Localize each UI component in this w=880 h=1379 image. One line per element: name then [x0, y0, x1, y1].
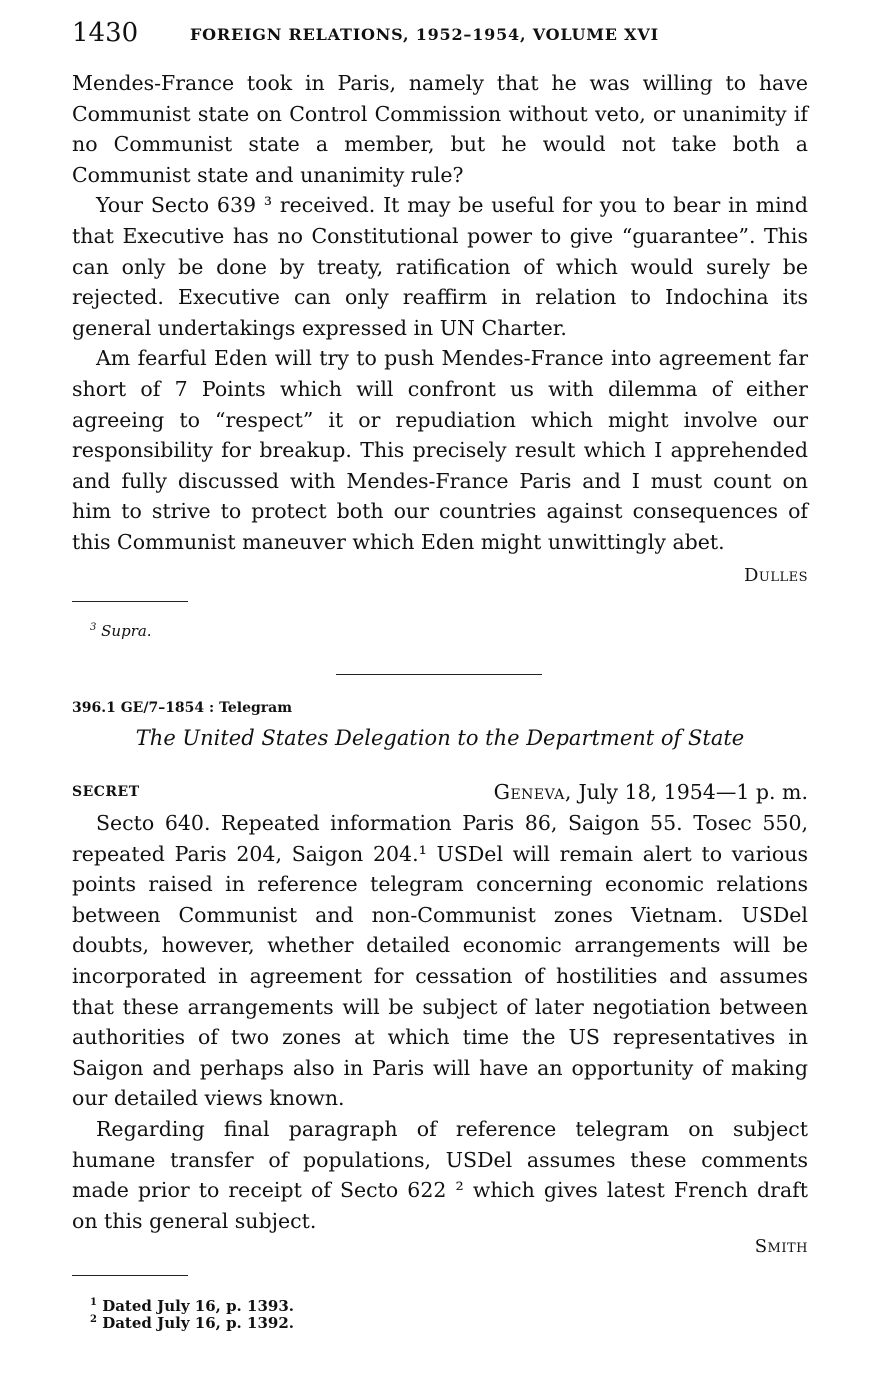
- doc2-classification-line: [72, 780, 808, 808]
- doc2-footnote-2: [90, 1314, 294, 1333]
- doc2-paragraph-1: Secto 640. Repeated information Paris 86, Saigon 55. Tosec 550, repeated Paris 204, Saigon 204.¹ USDel will remain alert to various points raised in reference telegram concerning economic relations between Communist and non-Communist zones Vietnam. USDel doubts, however, whether detailed economic arrangements will be incorporated in agreement for cessation of hostilities and assumes that these arrangements will be subject of later negotiation between authorities of two zones at which time the US representatives in Saigon and perhaps also in Paris will have an opportunity of making our detailed views known.: [72, 811, 808, 1111]
- running-title: FOREIGN RELATIONS, 1952–1954, VOLUME XVI: [190, 25, 659, 44]
- doc1-signature: Dulles: [743, 565, 808, 586]
- doc2-paragraph-2: Regarding final paragraph of reference telegram on subject humane transfer of populations, USDel assumes these comments made prior to receipt of Secto 622 ² which gives latest French draft on this general subject.: [72, 1116, 808, 1233]
- document-separator: [336, 674, 542, 675]
- doc1-paragraph-1: Mendes-France took in Paris, namely that he was willing to have Communist state on Control Commission without veto, or unanimity if no Communist state a member, but he would not take both a Communist state and unanimity rule?: [72, 71, 808, 187]
- page-number: 1430: [72, 18, 139, 48]
- dateline: [494, 780, 808, 804]
- footnote-rule: [72, 601, 188, 602]
- doc1-paragraph-2: Your Secto 639 ³ received. It may be useful for you to bear in mind that Executive has no Constitutional power to give “guarantee”. This can only be done by treaty, ratification of which would surely be rejected. Executive can only reaffirm in relation to Indochina its general undertakings expressed in UN Charter.: [72, 193, 808, 340]
- footnote-rule: [72, 1275, 188, 1276]
- doc2-file-id: 396.1 GE/7–1854 : Telegram: [72, 700, 293, 716]
- footnote-mark: 3: [90, 622, 97, 633]
- footnote-text: Dated July 16, p. 1393.: [102, 1297, 294, 1315]
- footnote-mark: 2: [90, 1314, 97, 1325]
- dateline-place: Geneva,: [493, 780, 572, 804]
- footnote-mark: 1: [90, 1297, 97, 1308]
- doc2-body: [72, 808, 808, 1236]
- doc1-body: [72, 68, 808, 558]
- doc1-footnote: [90, 622, 152, 641]
- footnote-text: Supra.: [101, 622, 152, 640]
- classification-label: SECRET: [72, 784, 140, 800]
- doc2-signature: Smith: [754, 1236, 808, 1257]
- footnote-text: Dated July 16, p. 1392.: [102, 1314, 294, 1332]
- dateline-date: July 18, 1954—1 p. m.: [578, 780, 808, 804]
- doc2-title: The United States Delegation to the Department of State: [135, 726, 745, 750]
- doc1-paragraph-3: Am fearful Eden will try to push Mendes-France into agreement far short of 7 Points which will confront us with dilemma of either agreeing to “respect” it or repudiation which might involve our responsibility for breakup. This precisely result which I apprehended and fully discussed with Mendes-France Paris and I must count on him to strive to protect both our countries against consequences of this Communist maneuver which Eden might unwittingly abet.: [72, 346, 808, 554]
- running-head: [72, 18, 812, 54]
